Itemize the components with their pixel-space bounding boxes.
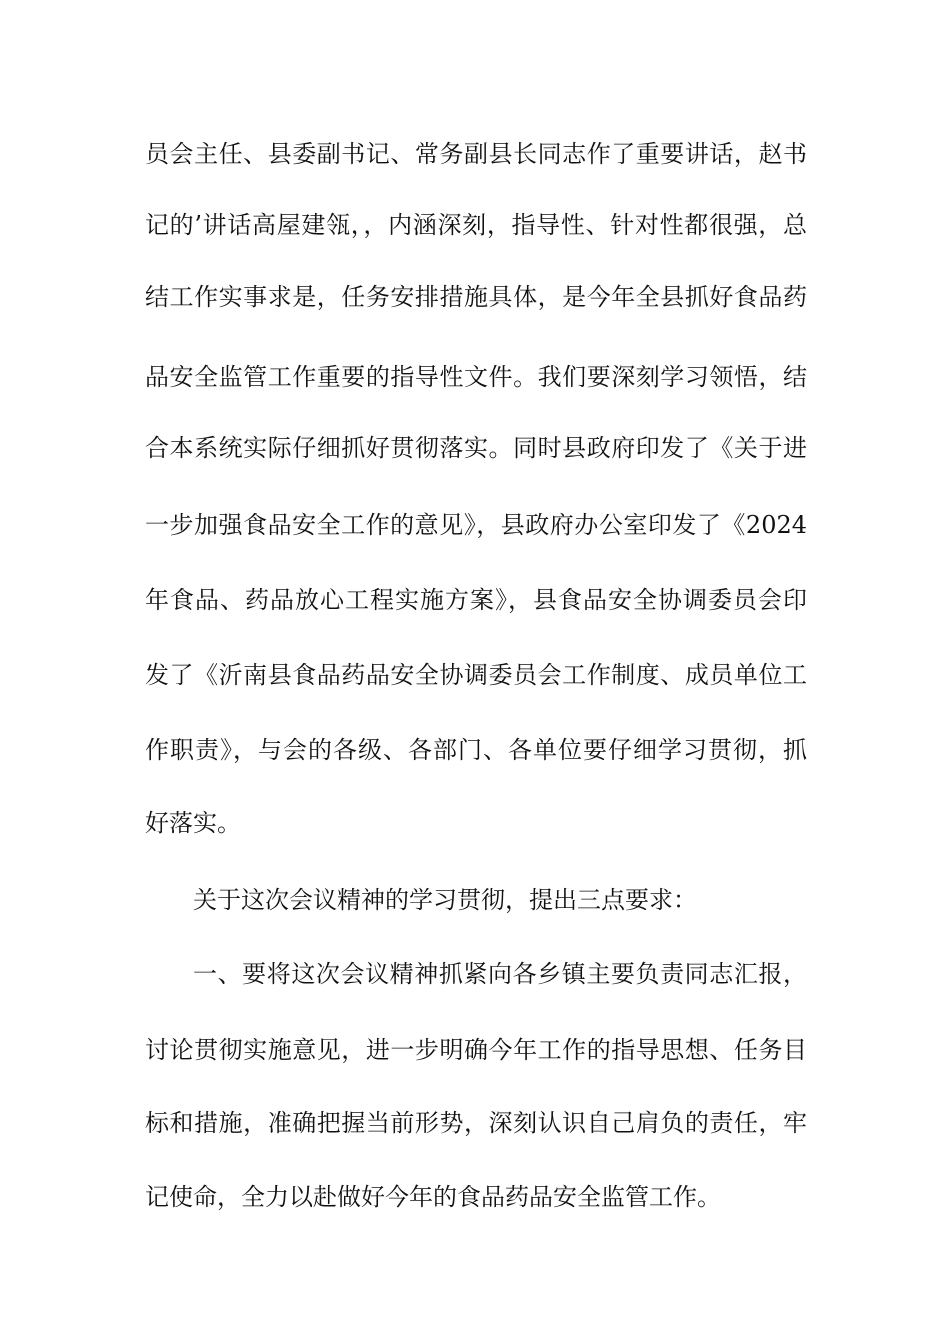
body-text-line: 标和措施，准确把握当前形势，深刻认识自己肩负的责任，牢 [145, 1109, 807, 1137]
body-text-line: 讨论贯彻实施意见，进一步明确今年工作的指导思想、任务目 [145, 1036, 807, 1064]
body-text-line: 合本系统实际仔细抓好贯彻落实。同时县政府印发了《关于进 [145, 434, 807, 462]
body-text-line: 结工作实事求是，任务安排措施具体，是今年全县抓好食品药 [145, 283, 807, 311]
body-text-line: 一步加强食品安全工作的意见》，县政府办公室印发了《2024 [145, 511, 807, 539]
body-text-line: 发了《沂南县食品药品安全协调委员会工作制度、成员单位工 [145, 661, 807, 689]
body-text-line: 作职责》，与会的各级、各部门、各单位要仔细学习贯彻，抓 [145, 736, 807, 764]
paragraph-end-line: 记使命，全力以赴做好今年的食品药品安全监管工作。 [145, 1183, 721, 1211]
body-text-line: 年食品、药品放心工程实施方案》，县食品安全协调委员会印 [145, 586, 807, 614]
body-text-line: 品安全监管工作重要的指导性文件。我们要深刻学习领悟，结 [145, 363, 807, 391]
paragraph-first-line: 关于这次会议精神的学习贯彻，提出三点要求： [193, 886, 697, 914]
paragraph-first-line: 一、要将这次会议精神抓紧向各乡镇主要负责同志汇报， [193, 960, 807, 988]
body-text-line: 员会主任、县委副书记、常务副县长同志作了重要讲话，赵书 [145, 140, 807, 168]
body-text-line: 记的’讲话高屋建瓴，，内涵深刻，指导性、针对性都很强，总 [145, 211, 807, 239]
paragraph-end-line: 好落实。 [145, 809, 241, 837]
